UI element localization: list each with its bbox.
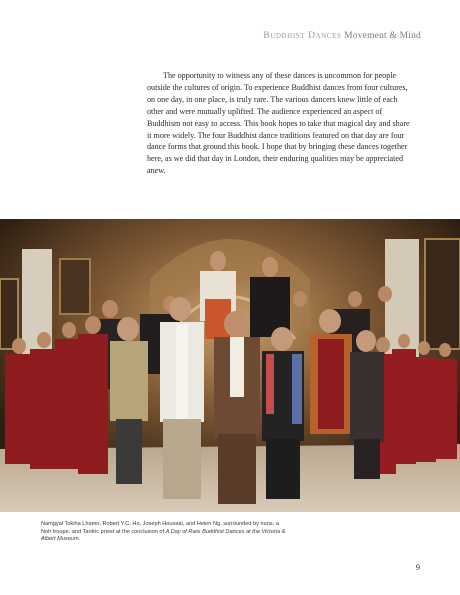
body-paragraph: The opportunity to witness any of these dances is uncommon for people outside the cultures of origin. To experience Buddhist dances from four cultures, on one day, in one place, is truly rare. The various dancers knew little of each other and were mutually uplifted. The audience experienced an aspect of Buddhism not easy to access. This book hopes to take that magical day and share it more widely. The four Buddhist dance traditions featured on that day are four dance forms that ground this book. I hope that by bringing these dances together here, as we did that day in London, their enduring qualities may be appreciated anew. (147, 71, 410, 176)
running-header (263, 31, 421, 41)
caption-text: Namgyal Tokiha Lhamo, Robert Y.C. Ho, Joseph Houseal, and Helen Ng, surrounded by nuns, a Noh troupe, and Tantric priest at the conclusion of (41, 521, 279, 535)
caption-text-end: at the Victoria & Albert Museum. (41, 528, 286, 543)
page-number: 9 (415, 562, 420, 572)
group-photograph (0, 219, 460, 512)
section-subtitle: Movement & Mind (344, 31, 421, 41)
photo-caption (41, 521, 286, 544)
caption-title: A Day of Rare Buddhist Dances (165, 528, 245, 535)
section-title: Buddhist Dances (263, 31, 342, 41)
